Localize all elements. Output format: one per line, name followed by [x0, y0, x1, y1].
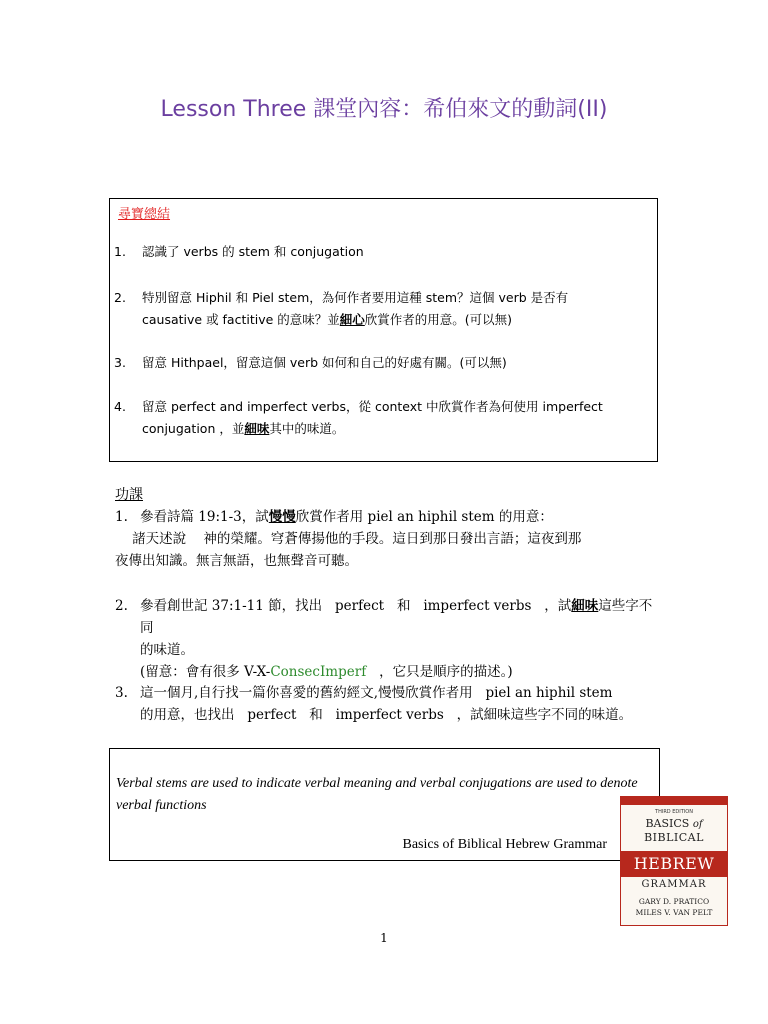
- page-title: Lesson Three 課堂內容：希伯來文的動詞(II): [160, 97, 608, 122]
- item-number: 1.: [115, 509, 128, 525]
- emphasis: 細味: [571, 598, 599, 614]
- text-segment: (留意：會有很多 V-X-: [140, 664, 271, 680]
- item-number: 4.: [114, 399, 126, 414]
- cover-top-stripe: [621, 797, 727, 805]
- item-text-line1: 這一個月,自行找一篇你喜愛的舊約經文,慢慢欣賞作者用 piel an hiphil stem: [140, 685, 613, 701]
- scripture-quote-line1: 諸天述說 神的榮耀。穹蒼傳揚他的手段。這日到那日發出言語；這夜到那: [115, 531, 582, 547]
- cover-edition: THIRD EDITION: [655, 809, 693, 815]
- emphasis: 慢慢: [268, 509, 296, 525]
- summary-box: [109, 198, 658, 462]
- text-segment: 其中的味道。: [269, 421, 345, 436]
- item-text-line2: [142, 418, 652, 440]
- homework-item-1: [115, 506, 660, 572]
- text-segment: 欣賞作者用 piel an hiphil stem 的用意：: [295, 509, 553, 525]
- item-number: 3.: [115, 685, 128, 701]
- page-number: 1: [380, 931, 388, 945]
- item-text: [140, 506, 660, 528]
- cover-title-line2: BIBLICAL: [644, 831, 704, 844]
- summary-item-2: [114, 287, 652, 331]
- item-text: [140, 595, 660, 639]
- item-text-line2: [142, 309, 652, 331]
- emphasis: 細味: [244, 421, 270, 436]
- quote-text: Verbal stems are used to indicate verbal meaning and verbal conjugations are used to denote verbal functions: [116, 776, 638, 813]
- scripture-quote-line2: 夜傳出知識。無言無語，也無聲音可聽。: [115, 553, 358, 569]
- summary-item-4: [114, 396, 652, 440]
- item-text-line1: 特別留意 Hiphil 和 Piel stem，為何作者要用這種 stem？這個 verb 是否有: [142, 290, 569, 305]
- summary-item-3: [114, 352, 652, 374]
- text-segment: 參看詩篇 19:1-3，試: [140, 509, 269, 525]
- text-segment: conjugation ，並: [142, 421, 245, 436]
- cover-author-2: MILES V. VAN PELT: [635, 908, 713, 917]
- item-note: [140, 661, 660, 683]
- item-text-line2: 的味道。: [140, 642, 194, 658]
- quote-source: Basics of Biblical Hebrew Grammar: [402, 837, 607, 852]
- homework-item-3: [115, 682, 660, 726]
- homework-heading: 功課: [115, 487, 143, 503]
- cover-subtitle: GRAMMAR: [641, 879, 707, 890]
- green-term: ConsecImperf: [270, 664, 367, 680]
- cover-author-1: GARY D. PRATICO: [638, 897, 710, 906]
- item-text-line1: 留意 perfect and imperfect verbs，從 context 中欣賞作者為何使用 imperfect: [142, 399, 603, 414]
- homework-item-2: [115, 595, 660, 683]
- summary-item-1: [114, 241, 652, 263]
- quote-box: [109, 748, 660, 861]
- item-number: 1.: [114, 244, 126, 259]
- book-cover-image: [620, 796, 728, 926]
- summary-heading: 尋寶總結: [118, 207, 171, 222]
- text-segment: 欣賞作者的用意。(可以無): [364, 312, 513, 327]
- text-segment: 這些字不同: [140, 598, 653, 636]
- item-number: 2.: [114, 290, 126, 305]
- item-number: 3.: [114, 355, 126, 370]
- item-number: 2.: [115, 598, 128, 614]
- cover-title-line1: [621, 817, 727, 830]
- text-segment: causative 或 factitive 的意味？並: [142, 312, 340, 327]
- item-text: 認識了 verbs 的 stem 和 conjugation: [142, 244, 364, 259]
- item-text-line2: 的用意，也找出 perfect 和 imperfect verbs ，試細味這些字不同的味道。: [140, 707, 633, 723]
- cover-title-band: HEBREW: [621, 851, 727, 877]
- cover-word: BASICS: [645, 817, 690, 830]
- text-segment: ，它只是順序的描述。): [366, 664, 513, 680]
- cover-word: of: [692, 819, 703, 830]
- item-text: 留意 Hithpael，留意這個 verb 如何和自己的好處有關。(可以無): [142, 355, 507, 370]
- text-segment: 參看創世記 37:1-11 節，找出 perfect 和 imperfect verbs ，試: [140, 598, 572, 614]
- emphasis: 細心: [339, 312, 365, 327]
